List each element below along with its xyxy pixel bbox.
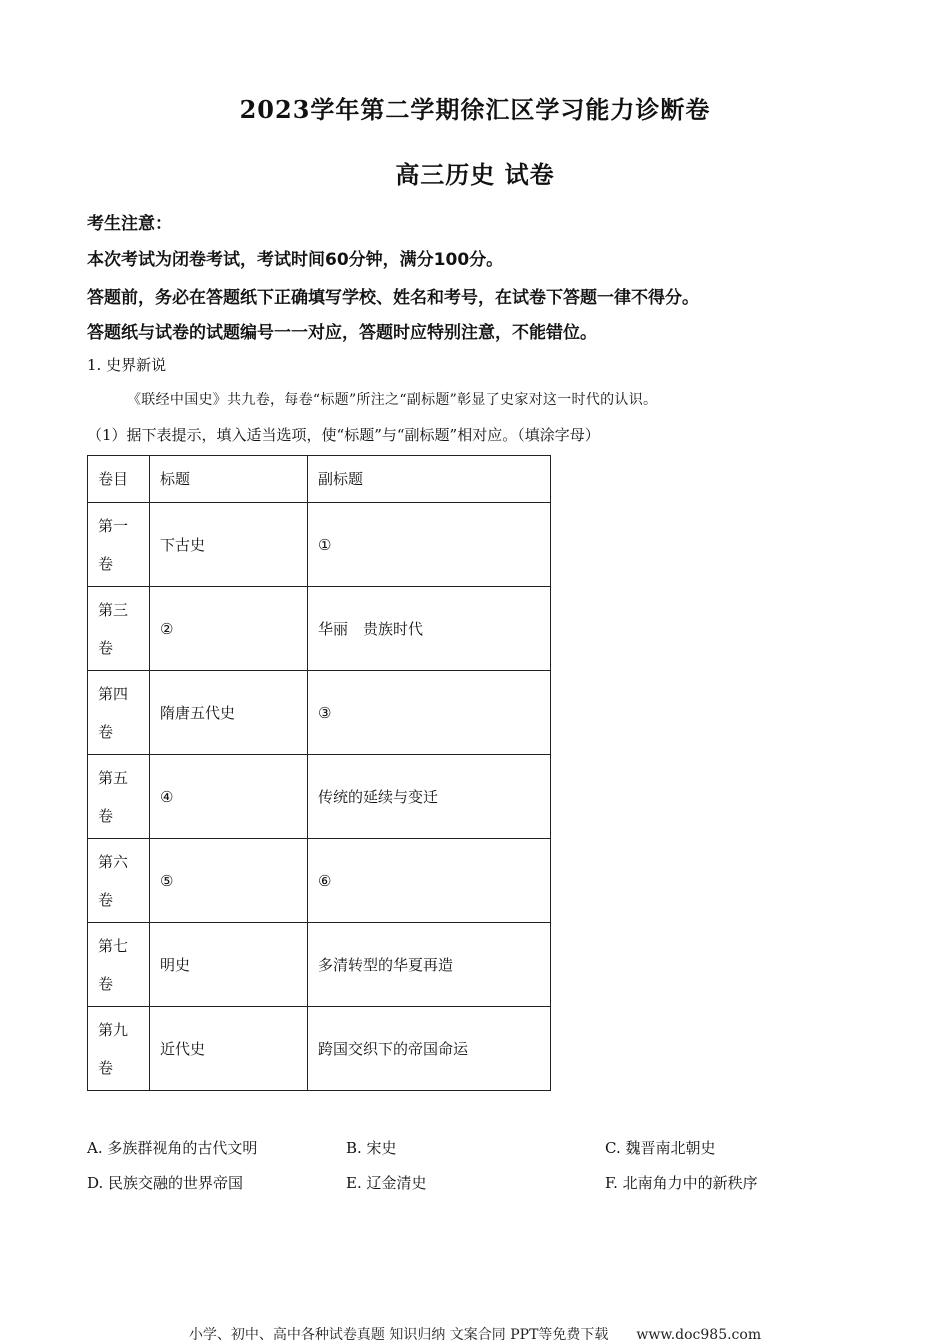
table-cell-subtitle: 传统的延续与变迁 [308, 755, 551, 839]
notice-heading: 考生注意： [87, 214, 172, 234]
question-1-heading: 1. 史界新说 [87, 356, 167, 374]
table-cell-title: ② [150, 587, 308, 671]
table-cell-volume: 第三 卷 [88, 587, 150, 671]
volume-table [87, 455, 551, 1091]
question-1-sub: （1）据下表提示，填入适当选项，使“标题”与“副标题”相对应。（填涂字母） [87, 426, 600, 444]
table-cell-title: 下古史 [150, 503, 308, 587]
page-title: 2023学年第二学期徐汇区学习能力诊断卷 [239, 95, 711, 124]
table-cell-subtitle: ⑥ [308, 839, 551, 923]
option-d: D. 民族交融的世界帝国 [87, 1174, 244, 1192]
question-1-intro: 《联经中国史》共九卷，每卷“标题”所注之“副标题”彰显了史家对这一时代的认识。 [127, 392, 658, 408]
table-cell-title: 隋唐五代史 [150, 671, 308, 755]
table-cell-volume: 第四 卷 [88, 671, 150, 755]
table-cell-subtitle: ① [308, 503, 551, 587]
table-row [88, 587, 551, 671]
table-cell-volume: 第六 卷 [88, 839, 150, 923]
table-header-cell: 副标题 [308, 456, 551, 503]
table-row [88, 1007, 551, 1091]
table-header-row [88, 456, 551, 503]
table-cell-volume: 第九 卷 [88, 1007, 150, 1091]
table-cell-volume: 第五 卷 [88, 755, 150, 839]
option-e: E. 辽金清史 [346, 1174, 427, 1192]
option-c: C. 魏晋南北朝史 [605, 1139, 716, 1157]
notice-line-3: 答题纸与试卷的试题编号一一对应，答题时应特别注意，不能错位。 [87, 323, 597, 343]
table-cell-subtitle: 华丽 贵族时代 [308, 587, 551, 671]
table-cell-title: 明史 [150, 923, 308, 1007]
table-header-cell: 标题 [150, 456, 308, 503]
table-cell-subtitle: 跨国交织下的帝国命运 [308, 1007, 551, 1091]
table-row [88, 755, 551, 839]
notice-line-2: 答题前，务必在答题纸下正确填写学校、姓名和考号，在试卷下答题一律不得分。 [87, 288, 699, 308]
page-subtitle: 高三历史 试卷 [395, 160, 555, 189]
table-row [88, 839, 551, 923]
option-b: B. 宋史 [346, 1139, 397, 1157]
table-row [88, 503, 551, 587]
table-row [88, 671, 551, 755]
table-header-cell: 卷目 [88, 456, 150, 503]
footer-text: 小学、初中、高中各种试卷真题 知识归纳 文案合同 PPT等免费下载 www.doc985.com [188, 1327, 762, 1343]
table-cell-subtitle: 多清转型的华夏再造 [308, 923, 551, 1007]
table-cell-title: ⑤ [150, 839, 308, 923]
table-cell-title: 近代史 [150, 1007, 308, 1091]
table-cell-volume: 第七 卷 [88, 923, 150, 1007]
notice-line-1: 本次考试为闭卷考试，考试时间60分钟，满分100分。 [87, 250, 504, 270]
table-row [88, 923, 551, 1007]
option-a: A. 多族群视角的古代文明 [87, 1139, 258, 1157]
table-cell-volume: 第一 卷 [88, 503, 150, 587]
table-cell-title: ④ [150, 755, 308, 839]
option-f: F. 北南角力中的新秩序 [605, 1174, 758, 1192]
table-cell-subtitle: ③ [308, 671, 551, 755]
